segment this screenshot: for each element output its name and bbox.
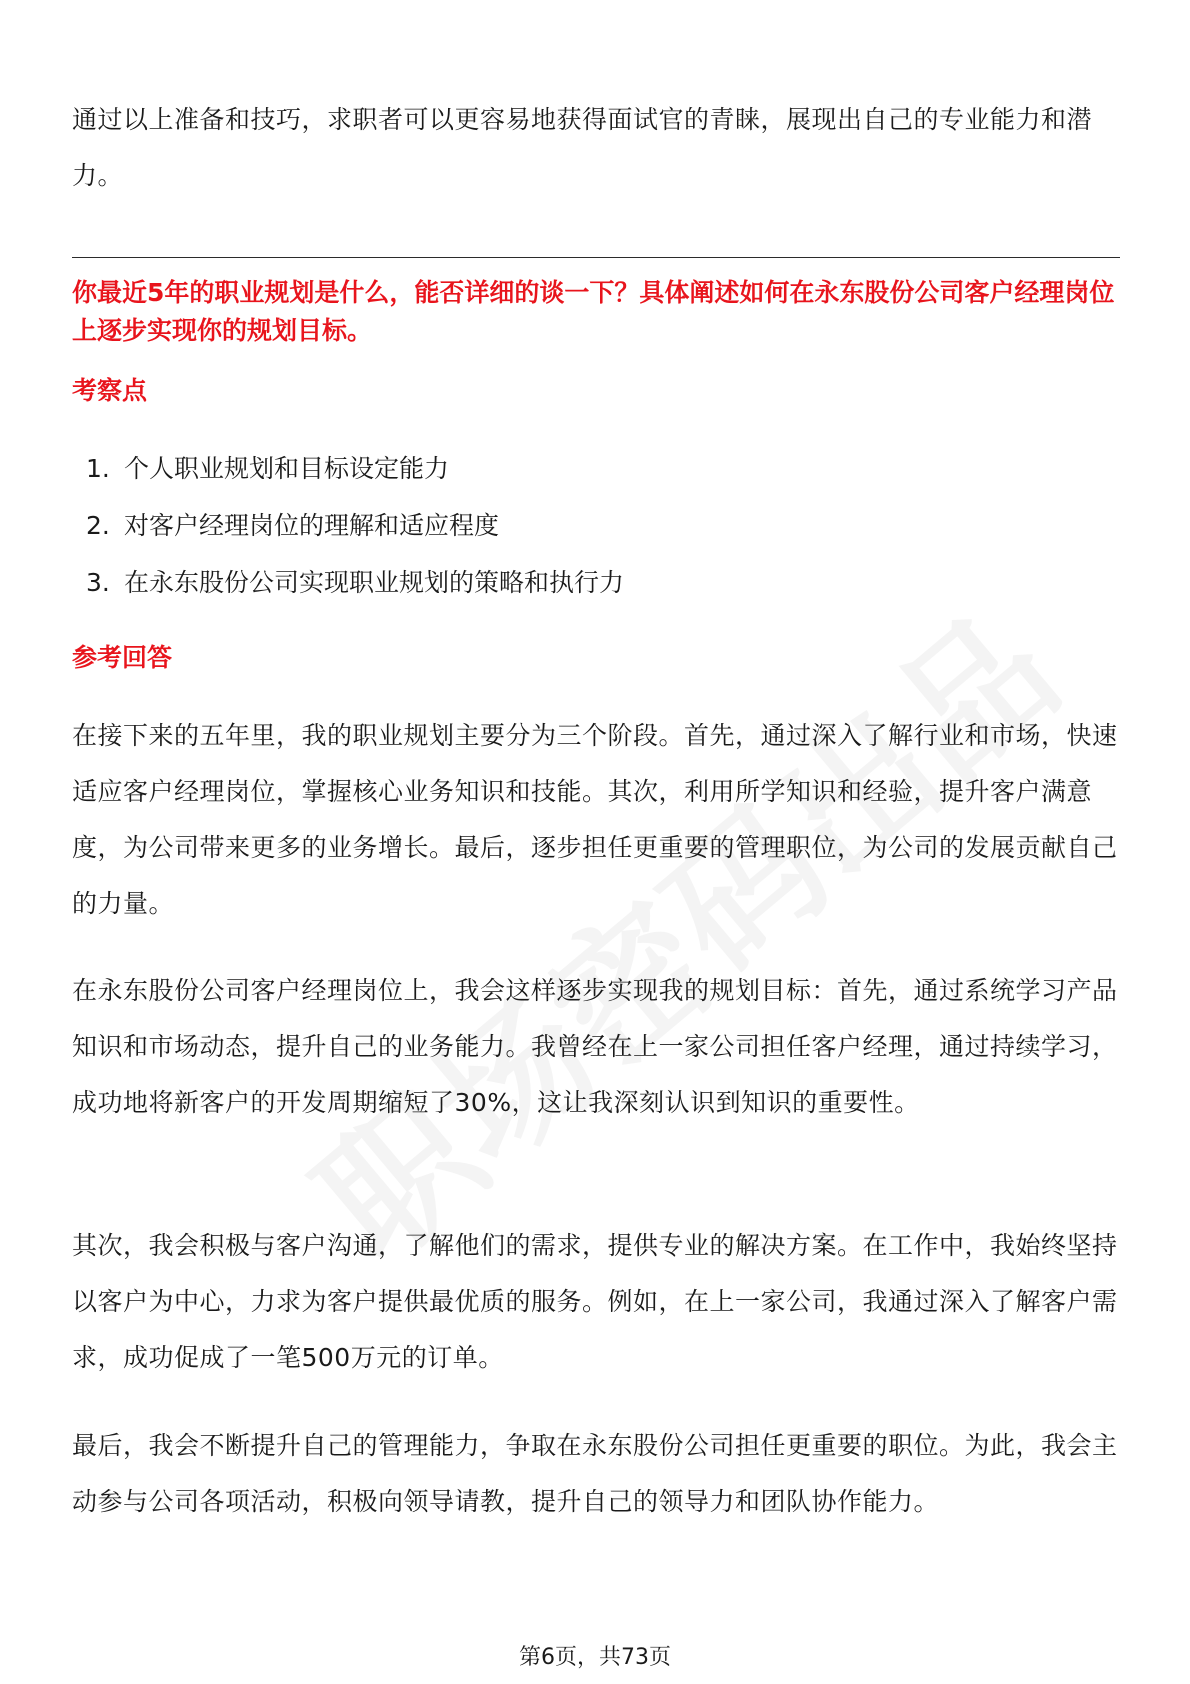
answer-paragraph: 在永东股份公司客户经理岗位上，我会这样逐步实现我的规划目标：首先，通过系统学习产品知识和市场动态，提升自己的业务能力。我曾经在上一家公司担任客户经理，通过持续学习，成功地将新客户的开发周期缩短了30%，这让我深刻认识到知识的重要性。 [72,976,1118,1117]
list-item-text: 在永东股份公司实现职业规划的策略和执行力 [124,568,625,597]
question-heading: 你最近5年的职业规划是什么，能否详细的谈一下？具体阐述如何在永东股份公司客户经理岗位上逐步实现你的规划目标。 [72,278,1115,345]
list-item-number: 2. [86,511,110,540]
points-list [86,440,624,611]
page-footer: 第6页，共73页 [519,1645,671,1670]
list-item-number: 1. [86,454,110,483]
list-item-number: 3. [86,568,110,597]
points-heading: 考察点 [72,376,148,405]
answer-paragraph: 其次，我会积极与客户沟通，了解他们的需求，提供专业的解决方案。在工作中，我始终坚持以客户为中心，力求为客户提供最优质的服务。例如，在上一家公司，我通过深入了解客户需求，成功促成了一笔500万元的订单。 [72,1231,1118,1372]
list-item [86,440,624,497]
section-divider [72,257,1120,258]
answer-heading: 参考回答 [72,643,173,672]
list-item [86,497,624,554]
list-item-text: 对客户经理岗位的理解和适应程度 [124,511,500,540]
intro-paragraph: 通过以上准备和技巧，求职者可以更容易地获得面试官的青睐，展现出自己的专业能力和潜力。 [72,105,1093,190]
answer-paragraph: 在接下来的五年里，我的职业规划主要分为三个阶段。首先，通过深入了解行业和市场，快速适应客户经理岗位，掌握核心业务知识和技能。其次，利用所学知识和经验，提升客户满意度，为公司带来更多的业务增长。最后，逐步担任更重要的管理职位，为公司的发展贡献自己的力量。 [72,721,1118,918]
list-item-text: 个人职业规划和目标设定能力 [124,454,450,483]
list-item [86,554,624,611]
document-page [72,0,1120,1684]
answer-paragraph: 最后，我会不断提升自己的管理能力，争取在永东股份公司担任更重要的职位。为此，我会主动参与公司各项活动，积极向领导请教，提升自己的领导力和团队协作能力。 [72,1431,1118,1516]
